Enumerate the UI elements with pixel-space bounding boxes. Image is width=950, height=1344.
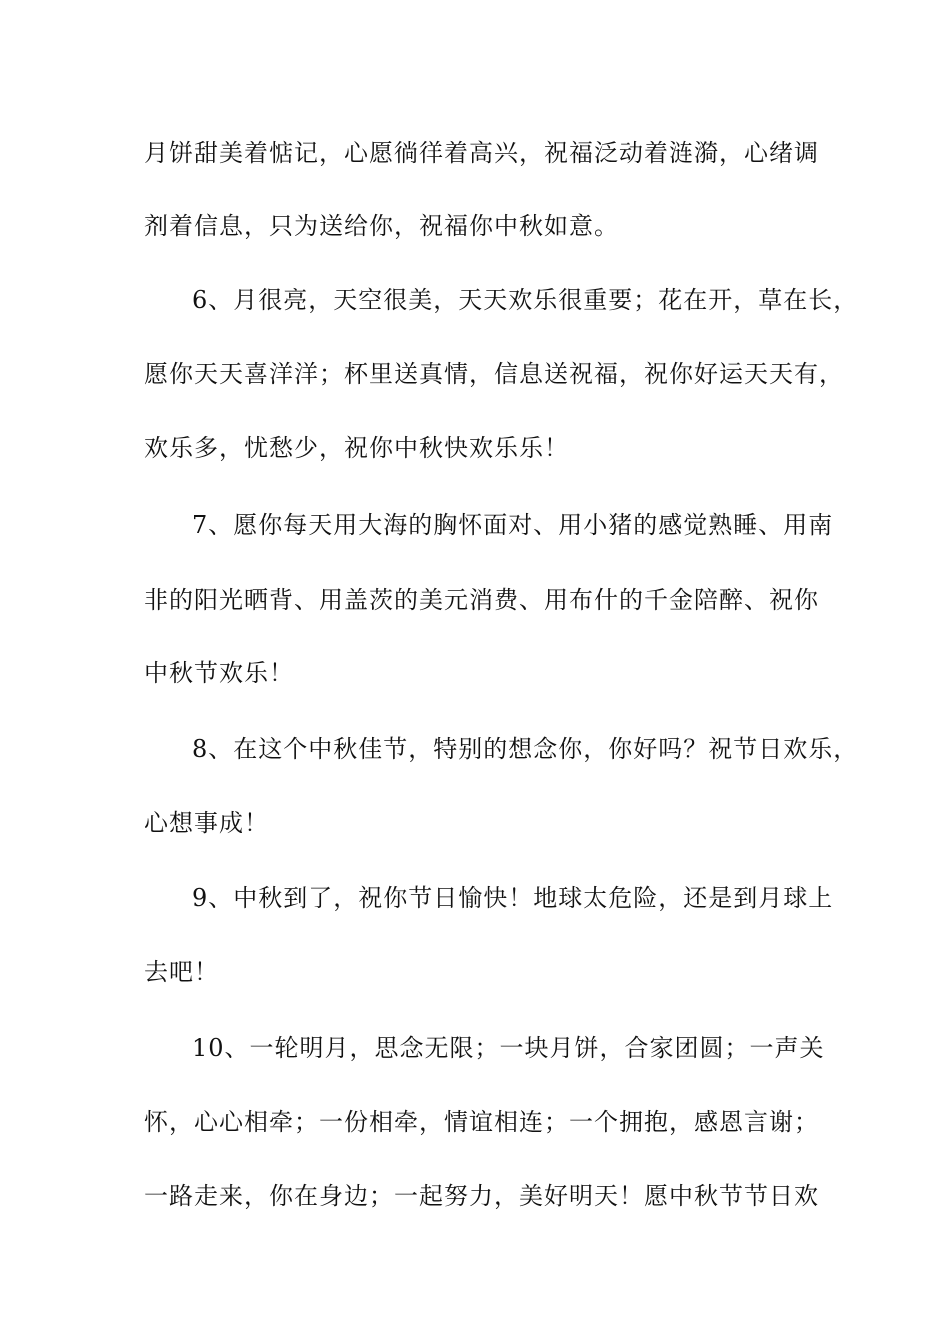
text-line: 一路走来，你在身边；一起努力，美好明天！愿中秋节节日欢 (144, 1182, 819, 1210)
paragraph-8-line: 8、在这个中秋佳节，特别的想念你，你好吗？祝节日欢乐， (192, 735, 859, 763)
paragraph-7-line: 7、愿你每天用大海的胸怀面对、用小猪的感觉熟睡、用南 (192, 511, 834, 539)
text-line: 欢乐多，忧愁少，祝你中秋快欢乐乐！ (144, 434, 569, 462)
text-line: 怀，心心相牵；一份相牵，情谊相连；一个拥抱，感恩言谢； (144, 1108, 819, 1136)
text-line: 去吧！ (144, 958, 219, 986)
paragraph-9-line: 9、中秋到了，祝你节日愉快！地球太危险，还是到月球上 (192, 884, 834, 912)
text-line: 中秋节欢乐！ (144, 659, 294, 687)
text-line: 非的阳光晒背、用盖茨的美元消费、用布什的千金陪醉、祝你 (144, 586, 819, 614)
paragraph-10-line: 10、一轮明月，思念无限；一块月饼，合家团圆；一声关 (192, 1034, 825, 1062)
text-line: 心想事成！ (144, 809, 269, 837)
text-line: 剂着信息，只为送给你，祝福你中秋如意。 (144, 212, 619, 240)
text-line: 月饼甜美着惦记，心愿徜徉着高兴，祝福泛动着涟漪，心绪调 (144, 139, 819, 167)
paragraph-6-line: 6、月很亮，天空很美，天天欢乐很重要；花在开，草在长， (192, 286, 859, 314)
text-line: 愿你天天喜洋洋；杯里送真情，信息送祝福，祝你好运天天有， (144, 360, 844, 388)
